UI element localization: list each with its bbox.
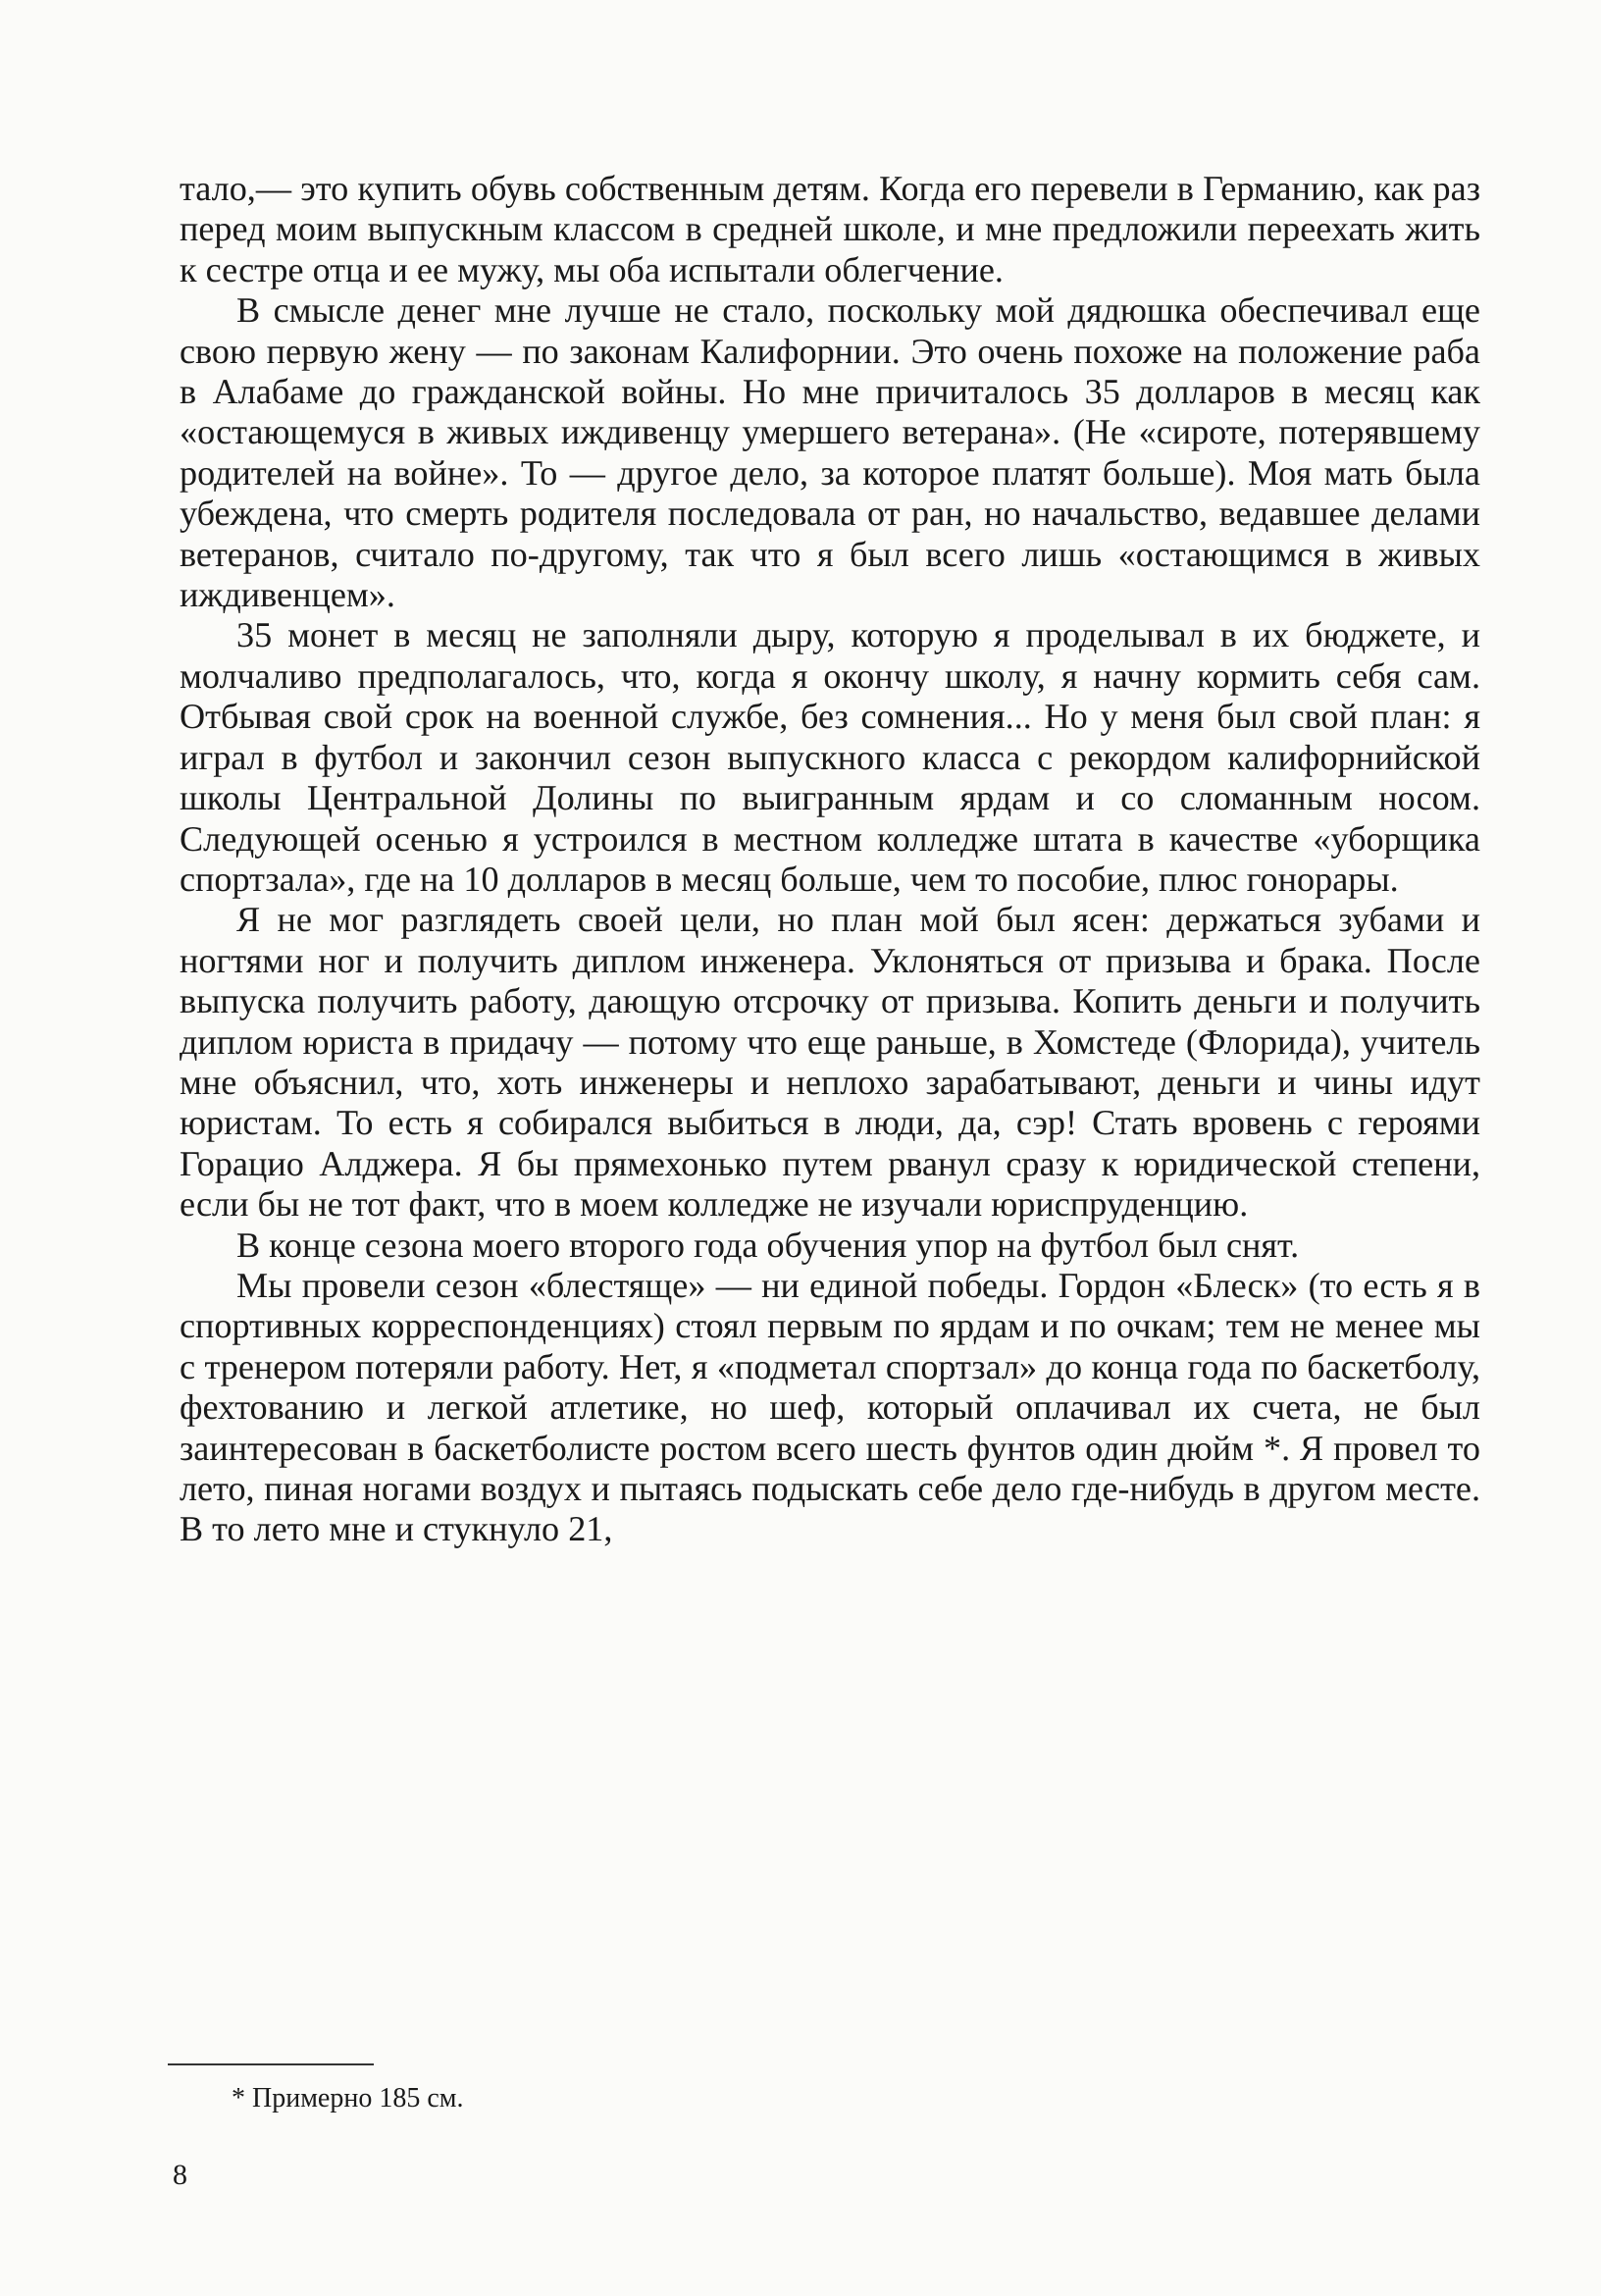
body-text (180, 169, 1480, 1550)
footnote-divider (168, 2063, 374, 2065)
paragraph: тало,— это купить обувь собственным детям. Когда его перевели в Германию, как раз перед моим выпускным классом в средней школе, и мне предложили переехать жить к сестре отца и ее мужу, мы оба испытали облегчение. (180, 169, 1480, 289)
paragraph: Мы провели сезон «блестяще» — ни единой победы. Гордон «Блеск» (то есть я в спортивных корреспонденциях) стоял первым по ярдам и по очкам; тем не менее мы с тренером потеряли работу. Нет, я «подметал спортзал» до конца года по баскетболу, фехтованию и легкой атлетике, но шеф, который оплачивал их счета, не был заинтересован в баскетболисте ростом всего шесть фунтов один дюйм *. Я провел то лето, пиная ногами воздух и пытаясь подыскать себе дело где-нибудь в другом месте. В то лето мне и стукнуло 21, (180, 1265, 1480, 1549)
paragraph: В конце сезона моего второго года обучения упор на футбол был снят. (236, 1225, 1300, 1265)
paragraph: Я не мог разглядеть своей цели, но план мой был ясен: держаться зубами и ногтями ног и получить диплом инженера. Уклоняться от призыва и брака. После выпуска получить работу, дающую отсрочку от призыва. Копить деньги и получить диплом юриста в придачу — потому что еще раньше, в Хомстеде (Флорида), учитель мне объяснил, что, хоть инженеры и неплохо зарабатывают, деньги и чины идут юристам. То есть я собирался выбиться в люди, да, сэр! Стать вровень с героями Горацио Алджера. Я бы прямехонько путем рванул сразу к юридической степени, если бы не тот факт, что в моем колледже не изучали юриспруденцию. (180, 900, 1480, 1225)
paragraph: В смысле денег мне лучше не стало, поскольку мой дядюшка обеспечивал еще свою первую жену — по законам Калифорнии. Это очень похоже на положение раба в Алабаме до гражданской войны. Но мне причиталось 35 долларов в месяц как «остающемуся в живых иждивенцу умершего ветерана». (Не «сироте, потерявшему родителей на войне». То — другое дело, за которое платят больше). Моя мать была убеждена, что смерть родителя последовала от ран, но начальство, ведавшее делами ветеранов, считало по-другому, так что я был всего лишь «остающимся в живых иждивенцем». (180, 290, 1480, 615)
paragraph: 35 монет в месяц не заполняли дыру, которую я проделывал в их бюджете, и молчаливо предполагалось, что, когда я окончу школу, я начну кормить себя сам. Отбывая свой срок на военной службе, без сомнения... Но у меня был свой план: я играл в футбол и закончил сезон выпускного класса с рекордом калифорнийской школы Центральной Долины по выигранным ярдам и со сломанным носом. Следующей осенью я устроился в местном колледже штата в качестве «уборщика спортзала», где на 10 долларов в месяц больше, чем то пособие, плюс гонорары. (180, 615, 1480, 899)
page-number: 8 (173, 2159, 187, 2191)
footnote: * Примерно 185 см. (232, 2083, 464, 2113)
